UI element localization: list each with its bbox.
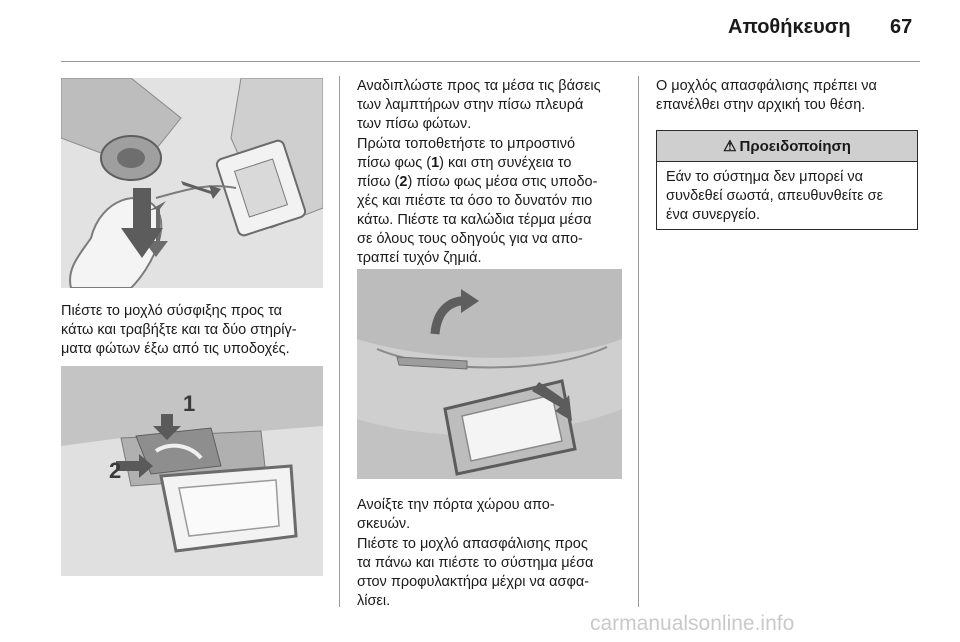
text-line: ματα φώτων έξω από τις υποδοχές. [61,341,290,357]
text-line: κάτω. Πιέστε τα καλώδια τέρμα μέσα [357,212,592,228]
text-line: κάτω και τραβήξτε και τα δύο στηρίγ- [61,322,297,338]
col2-paragraph-1 [357,77,632,134]
text-line: Πιέστε το μοχλό απασφάλισης προς [357,536,588,552]
callout-1: 1 [183,391,196,416]
figure-pull-holders [61,78,323,288]
text-line: Πιέστε το μοχλό σύσφιξης προς τα [61,303,282,319]
col2-paragraph-4 [357,535,632,611]
text-line: χές και πιέστε τα όσο το δυνατόν πιο [357,193,593,209]
figure-bumper [357,269,622,479]
text-line: επανέλθει στην αρχική του θέση. [656,97,866,113]
warning-title: Προειδοποίηση [739,137,851,155]
col2-paragraph-3 [357,496,632,534]
page-title: Αποθήκευση [728,16,851,38]
col2-paragraph-2 [357,135,632,268]
text-line: Ανοίξτε την πόρτα χώρου απο- [357,497,555,513]
text-line: των πίσω φώτων. [357,116,472,132]
figure-pull-holders-drawing [61,78,323,288]
warning-text [657,162,917,225]
warning-header [657,131,917,162]
text-line: ένα συνεργείο. [666,207,760,223]
figure-bumper-drawing [357,269,622,479]
column-divider-2 [638,76,639,607]
text-line: συνδεθεί σωστά, απευθυνθείτε σε [666,188,884,204]
text-line: πίσω (2) πίσω φως μέσα στις υποδο- [357,174,598,190]
text-line: πίσω φως (1) και στη συνέχεια το [357,155,572,171]
warning-box [656,130,918,230]
text-line: Ο μοχλός απασφάλισης πρέπει να [656,78,877,94]
warning-icon: ⚠ [723,138,737,155]
col3-paragraph [656,77,926,115]
text-line: σε όλους τους οδηγούς για να απο- [357,231,583,247]
text-line: Αναδιπλώστε προς τα μέσα τις βάσεις [357,78,601,94]
text-line: σκευών. [357,516,411,532]
header-rule [61,61,920,62]
figure-insert-lights [61,366,323,576]
text-line: των λαμπτήρων στην πίσω πλευρά [357,97,584,113]
text-line: λίσει. [357,593,391,609]
text-line: τα πάνω και πιέστε το σύστημα μέσα [357,555,594,571]
text-line: στον προφυλακτήρα μέχρι να ασφα- [357,574,590,590]
text-line: Εάν το σύστημα δεν μπορεί να [666,169,863,185]
page-number: 67 [890,16,913,38]
text-line: τραπεί τυχόν ζημιά. [357,250,482,266]
column-divider-1 [339,76,340,607]
callout-2: 2 [109,458,122,483]
col1-paragraph [61,302,331,359]
text-line: Πρώτα τοποθετήστε το μπροστινό [357,136,576,152]
watermark: carmanualsonline.info [590,612,795,635]
figure-insert-lights-drawing [61,366,323,576]
